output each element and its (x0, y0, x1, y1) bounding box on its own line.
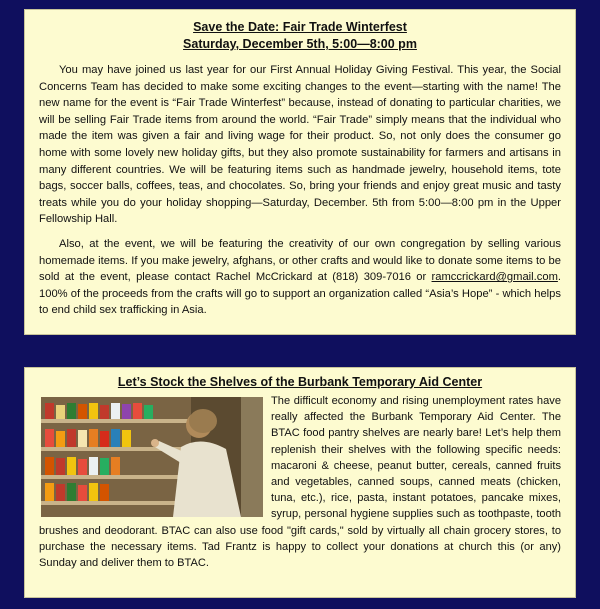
winterfest-panel (24, 9, 576, 335)
winterfest-date: Saturday, December 5th, 5:00—8:00 pm (183, 37, 417, 51)
btac-paragraph: The difficult economy and rising unemployment rates have really affected the Burbank Temporary Aid Center. The BTAC food pantry shelves are nearly bare! Let’s help them replenish their shelves with the following specific needs: macaroni & cheese, peanut butter, cereals, canned fruits and vegetables, canned soups, canned meats (chicken, tuna, etc.), rice, pasta, instant potatoes, pancake mixes, syrup, personal hygiene supplies such as toothpaste, tooth brushes and deodorant. BTAC can also use food "gift cards," sold by virtually all chain grocery stores, to purchase the necessary items. Tad Frantz is happy to collect your donations at church this (or any) Sunday and deliver them to BTAC. (39, 395, 561, 570)
winterfest-paragraph-1: You may have joined us last year for our First Annual Holiday Giving Festival. This year, the Social Concerns Team has decided to make some exciting changes to the event—starting with the name! The new name for the event is “Fair Trade Winterfest” because, instead of donating to particular charities, we will be selling Fair Trade items from around the world. “Fair Trade” simply means that the individual who made the item was given a fair and living wage for their product. So, not only does the consumer go home with some lovely new holiday gifts, but they also promote sustainability for farmers and artisans in many different countries. We will be featuring items such as handmade jewelry, household items, tote bags, soccer balls, coffees, teas, and chocolates. So, bring your friends and enjoy great music and tasty treats while you do your holiday shopping—Saturday, December. 5th from 5:00—8:00 pm in the Upper Fellowship Hall. (39, 64, 561, 226)
email-link[interactable]: ramccrickard@gmail.com (431, 271, 558, 284)
pantry-photo (41, 397, 263, 517)
pantry-photo-icon (41, 397, 263, 517)
winterfest-paragraph-2 (39, 236, 561, 319)
btac-title: Let’s Stock the Shelves of the Burbank Temporary Aid Center (117, 375, 483, 389)
winterfest-title: Save the Date: Fair Trade Winterfest (193, 20, 407, 34)
paragraph-2-text: Also, at the event, we will be featuring the creativity of our own congregation by selling various homemade items. If you make jewelry, afghans, or other crafts and would like to donate some items to be sold at the event, please contact Rachel McCrickard at (818) 309-7016 or (39, 237, 561, 284)
btac-panel (24, 367, 576, 598)
paragraph-2-text-end: . 100% of the proceeds from the crafts will go to support an organization called “Asia’s Hope” - which helps to end child sex trafficking in Asia. (39, 271, 561, 317)
